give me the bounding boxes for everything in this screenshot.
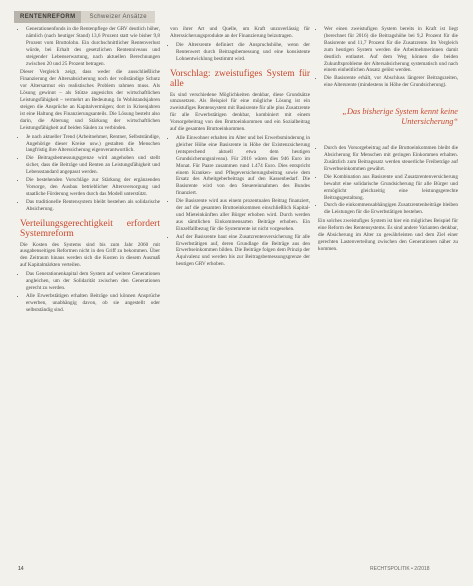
paragraph: Die Kosten des Systems sind bis zum Jahr 2060 mit ausgabenseitigen Reformen nicht in den Griff zu bekommen. Über den Zeitraum hinaus werden sich die Kosten in diesem Ausmaß auf Kapitalmärkten verteilen. bbox=[20, 241, 160, 269]
section-heading: Verteilungsgerechtigkeit erfordert Systemreform bbox=[20, 218, 160, 239]
paragraph: von ihrer Art und Quelle, um Kraft unzuverlässig für Alterssicherungsprodukte an der Finanzierung beizutragen. bbox=[170, 26, 310, 39]
pull-quote: „Das bisherige System kennt keine Untersicherung“ bbox=[342, 107, 458, 127]
list-item: • Durch die einkommensabhängigen Zusatzrentenbeiträge bleiben die Leistungen für die Erwerbstätigen bestehen. bbox=[324, 202, 458, 216]
column-3 bbox=[318, 26, 458, 255]
column-2 bbox=[170, 26, 310, 270]
page-header bbox=[14, 11, 155, 23]
list-item: • Wer einen zweistufigen System bereits in Kraft ist liegt (berechnet für 2016) die Beitragshöhe bei 9,2 Prozent für die Basisrente und 11,7 Prozent für die Zusatzrente. Im Vergleich zum heutigen System werden die Arbeitnehmerinnen damit deutlich entlastet. Auf dem Weg können die beiden Zukunftsprobleme der Altersabsicherung systematisch und nach einem einheitlichen Ansatz gelöst werden. bbox=[324, 26, 458, 74]
list-item: • Die Beitragsbemessungsgrenze wird angehoben und stellt sicher, dass die Beiträge und Renten an Leistungsfähigkeit und Lebensstandard angepasst werden. bbox=[26, 155, 160, 176]
list-item: • Je nach aktueller Trend (Arbeitnehmer, Rentner, Selbstständige, Angehörige dieser Kreise usw.) gestalten die Menschen langfristig ihre Alterssicherung eigenverantwortlich. bbox=[26, 134, 160, 155]
section-heading: Vorschlag: zweistufiges System für alle bbox=[170, 68, 310, 89]
list-item: • Das Generationenkapital dem System auf weitere Generationen angleichen, um der Solidarität zwischen den Generationen gerecht zu werden. bbox=[26, 271, 160, 292]
section-topic: Schweizer Ansätze bbox=[81, 11, 155, 23]
magazine-name: RECHTSPOLITIK • 2/2018 bbox=[370, 566, 430, 572]
list-item: • Die Kombination aus Basisrente und Zusatzrentenversicherung bewahrt eine solidarische Grundsicherung für alle Bürger und ermöglicht gleichzeitig eine leistungsgerechte Beitragsgestaltung. bbox=[324, 174, 458, 202]
paragraph: Ein solches zweistufiges System ist hier ein mögliches Beispiel für eine Reform des Rentensystems. Es sind andere Varianten denkbar, die Absicherung im Alter zu gewährleisten und dem Ziel einer gerechten Lastenverteilung zwischen den Generationen näher zu kommen. bbox=[318, 218, 458, 252]
page-number: 14 bbox=[18, 566, 24, 572]
paragraph: Dieser Vergleich zeigt, dass weder die ausschließliche Finanzierung der Altersabsicherung noch der vollständige Schutz vor Altersarmut ein realistisches Problem rahmen muss. Als Lösung gewinnt – als Stütze angesichts der wirtschaftlichen Leistungsfähigkeit – vermehrt an Bedeutung. In Wohlstandsjahren steigen die Ansprüche an Kapitalvermögen; dort in Krisenjahren ist eine Haltung des Finanzierungsanteils. Die Lösung besteht also darin, die Alterung und Stärkung der wirtschaftlichen Leistungsfähigkeit auf beiden Säulen zu verbinden. bbox=[20, 69, 160, 131]
list-item: • Das traditionelle Rentensystem bleibt bestehen als solidarische Absicherung. bbox=[26, 199, 160, 213]
list-item: • Alle Erwerbstätigen erhalten Beiträge und können Ansprüche erwerben, unabhängig davon, ob sie angestellt oder selbstständig sind. bbox=[26, 293, 160, 314]
list-item: • Durch den Vorsorgebeitrag auf die Bruttoeinkommen bleibt die Absicherung für Menschen mit geringen Einkommen erhalten. Zusätzlich zum Beitragssatz werden steuerliche Freibeträge auf Erwerbseinkommen gewährt. bbox=[324, 145, 458, 173]
list-item: • Alle Einwohner erhalten im Alter und bei Erwerbsminderung in gleicher Höhe eine Basisrente in Höhe der Existenzsicherung (entsprechend aktuell etwa dem heutigen Grundsicherungsniveau). Für 2016 wären dies 946 Euro im Monat. Für Paare zusammen rund 1.474 Euro. Dies entspricht einem Kranken- und Pflegeversicherungsbeitrag sowie dem Ersatz des Arbeitgeberbeitrags auf den Kassenbedarf. Die Basisrente wird von den Steuereinnahmen des Bundes finanziert. bbox=[176, 135, 310, 197]
column-1 bbox=[20, 26, 160, 316]
list-item: • Generationenfonds in die Rentenpflege der GRV deutlich höher, nämlich (nach heutiger Stand) 13,6 Prozent statt wie bisher 9,8 Prozent vom Bruttolohn. Ein durchschnittlicher Rentenverlust würde, bei Erhalt des gesetzlichen Rentenniveaus und steigender Lebenserwartung, nach aktuellen Berechnungen zwischen 20 und 25 Prozent betragen. bbox=[26, 26, 160, 67]
list-item: • Auf der Basisrente baut eine Zusatzrentenversicherung für alle Erwerbstätigen auf, deren Grundlage die Beiträge aus den Erwerbseinkommen bilden. Die Beiträge folgen dem Prinzip der Äquivalenz und werden bis zur Beitragsbemessungsgrenze der heutigen GRV erhoben. bbox=[176, 234, 310, 269]
list-item: • Die bestehenden Vorschläge zur Stärkung der ergänzenden Vorsorge, den Ausbau betrieblicher Altersversorgung und staatliche Förderung werden durch das Modell unterstützt. bbox=[26, 177, 160, 198]
list-item: • Die Altersrente definiert die Anspruchshöhe, wenn der Rentenwert durch Beitragsbemessung und eine konsistente Lohnentwicklung bestimmt wird. bbox=[176, 42, 310, 63]
section-tag: RENTENREFORM bbox=[14, 11, 81, 23]
list-item: • Die Basisrente wird aus einem prozentualen Beitrag finanziert, der auf die gesamten Bruttoeinkommen einschließlich Kapital- und Mieteinkünften aller Bürger erhoben wird. Durch werden aus sämtlichen Einkommensarten Beiträge erhoben. Ein Einzelfallbezug für die Systemrente ist nicht vorgesehen. bbox=[176, 198, 310, 233]
list-item: • Die Basisrente erhält, vor Abschluss längerer Beitragszeiten, eine Altersrente (mindestens in Höhe der Grundsicherung). bbox=[324, 75, 458, 89]
paragraph: Es sind verschiedene Möglichkeiten denkbar, diese Grundsätze umzusetzen. Als Beispiel für eine mögliche Lösung ist ein zweistufiges Rentensystem mit Basisrente für alle plus Zusatzrente für alle Erwerbstätigen denkbar, kombiniert mit einem Vorsorgebeitrag von den Bruttoeinkommen und ein Sozialbeitrag auf die gesamten Bruttoeinkommen. bbox=[170, 91, 310, 133]
